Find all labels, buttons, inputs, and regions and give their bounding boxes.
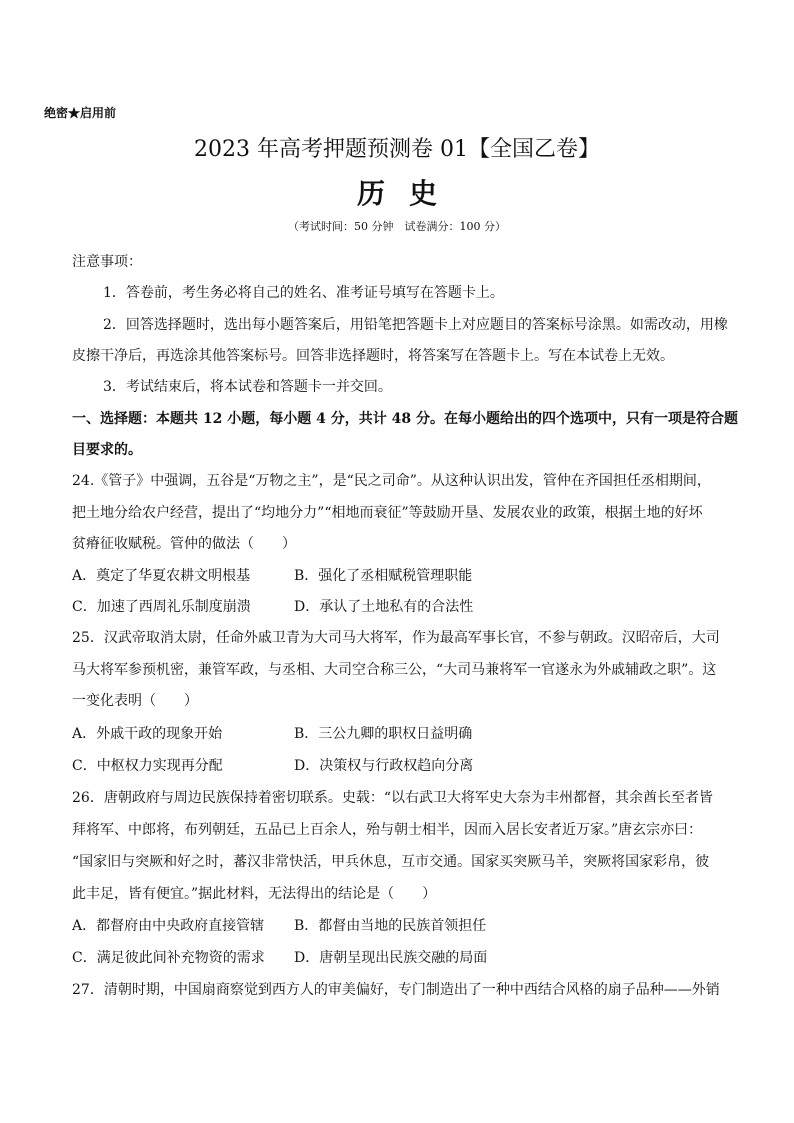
question-27-line-1: 27．清朝时期，中国扇商察觉到西方人的审美偏好，专门制造出了一种中西结合风格的扇子品种——外销	[72, 982, 720, 998]
question-26-option-a[interactable]: A．都督府由中央政府直接管辖	[72, 918, 265, 934]
question-26-option-b[interactable]: B．都督由当地的民族首领担任	[294, 918, 487, 934]
question-26-line-1: 26．唐朝政府与周边民族保持着密切联系。史载：“以右武卫大将军史大奈为丰州都督，其余酋长至者皆	[72, 790, 713, 806]
question-25-line-1: 25．汉武帝取消太尉，任命外戚卫青为大司马大将军，作为最高军事长官，不参与朝政。汉昭帝后，大司	[72, 630, 720, 646]
question-24-line-3: 贫瘠征收赋税。管仲的做法（ ）	[72, 536, 296, 552]
question-24-option-d[interactable]: D．承认了土地私有的合法性	[294, 599, 474, 615]
question-25-option-a[interactable]: A．外戚干政的现象开始	[72, 726, 223, 742]
question-24-line-1: 24.《管子》中强调，五谷是“万物之主”，是“民之司命”。从这种认识出发，管仲在齐国担任丞相期间，	[72, 473, 711, 489]
question-26-options-row-2	[72, 948, 722, 968]
section-heading-line-2: 目要求的。	[72, 442, 142, 458]
question-24-options-row-1	[72, 566, 722, 586]
question-24-option-c[interactable]: C．加速了西周礼乐制度崩溃	[72, 599, 251, 615]
question-24-option-b[interactable]: B．强化了丞相赋税管理职能	[294, 568, 473, 584]
exam-title: 2023 年高考押题预测卷 01【全国乙卷】	[194, 137, 600, 162]
question-26-option-c[interactable]: C．满足彼此间补充物资的需求	[72, 950, 265, 966]
question-25-options-row-1	[72, 724, 722, 744]
question-24-options-row-2	[72, 597, 722, 617]
question-26-option-d[interactable]: D．唐朝呈现出民族交融的局面	[294, 950, 488, 966]
question-25-option-d[interactable]: D．决策权与行政权趋向分离	[294, 758, 474, 774]
question-26-line-2: 拜将军、中郎将，布列朝廷，五品已上百余人，殆与朝士相半，因而入居长安者近万家。”唐玄宗亦曰：	[72, 822, 703, 838]
notice-heading: 注意事项：	[72, 254, 142, 270]
notice-item-2-line-1: 2．回答选择题时，选出每小题答案后，用铅笔把答题卡上对应题目的答案标号涂黑。如需改动，用橡	[103, 317, 728, 333]
notice-item-3: 3．考试结束后，将本试卷和答题卡一并交回。	[103, 379, 392, 395]
confidential-label: 绝密★启用前	[44, 106, 117, 120]
question-25-option-c[interactable]: C．中枢权力实现再分配	[72, 758, 223, 774]
subject-title: 历史	[356, 177, 461, 210]
question-26-line-3: “国家旧与突厥和好之时，蕃汉非常快活，甲兵休息，互市交通。国家买突厥马羊，突厥将国家彩帛，彼	[72, 854, 710, 870]
question-25-line-2: 马大将军参预机密，兼管军政，与丞相、大司空合称三公，“大司马兼将军一官遂永为外戚辅政之职”。这	[72, 662, 717, 678]
notice-item-2-line-2: 皮擦干净后，再选涂其他答案标号。回答非选择题时，将答案写在答题卡上。写在本试卷上无效。	[72, 348, 674, 364]
question-26-line-4: 此丰足，皆有便宜。”据此材料，无法得出的结论是（ ）	[72, 886, 437, 902]
question-26-options-row-1	[72, 916, 722, 936]
section-heading-line-1: 一、选择题：本题共 12 小题，每小题 4 分，共计 48 分。在每小题给出的四个选项中，只有一项是符合题	[72, 411, 738, 427]
question-24-option-a[interactable]: A．奠定了华夏农耕文明根基	[72, 568, 251, 584]
question-24-line-2: 把土地分给农户经营，提出了“均地分力”“相地而衰征”等鼓励开垦、发展农业的政策，根据土地的好坏	[72, 505, 703, 521]
exam-meta: （考试时间：50 分钟 试卷满分：100 分）	[288, 220, 506, 233]
question-25-line-3: 一变化表明（ ）	[72, 693, 198, 709]
notice-item-1: 1．答卷前，考生务必将自己的姓名、准考证号填写在答题卡上。	[103, 285, 504, 301]
question-25-option-b[interactable]: B．三公九卿的职权日益明确	[294, 726, 473, 742]
question-25-options-row-2	[72, 756, 722, 776]
